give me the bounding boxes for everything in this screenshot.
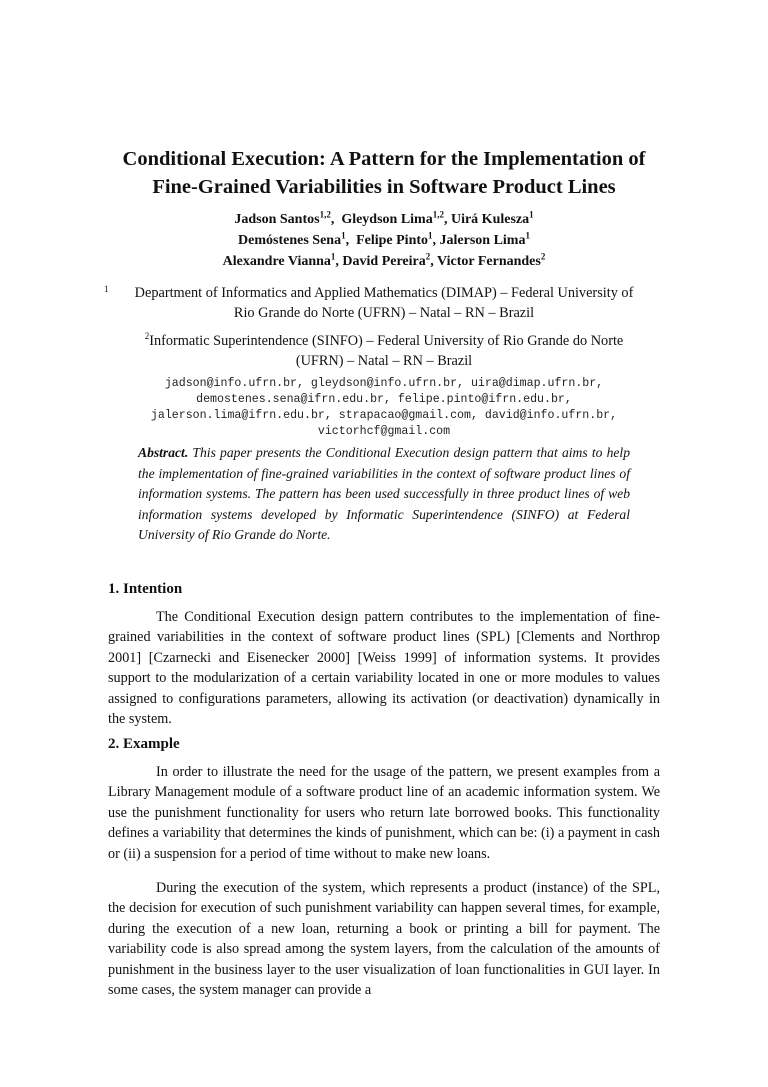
affiliation-1 [104,283,664,323]
intention-paragraph: The Conditional Execution design pattern contributes to the implementation of fine-grained variabilities in the context of software product lines (SPL) [Clements and Northrop 2001] [Czarnecki and Eisenecker 2000] [Weiss 1999] of information systems. It provides support to the modularization of a certain variability located in one or more modules to values assigned to configurations parameters, allowing its activation (or deactivation) dynamically in the system. [108,609,660,728]
author-affil-mark: 2 [425,251,431,262]
email-line: demostenes.sena@ifrn.edu.br, felipe.pinto@ifrn.edu.br, [196,393,572,406]
example-paragraph-1: In order to illustrate the need for the usage of the pattern, we present examples from a Library Management module of a software product line of an academic information system. We use the punishment functionality for users who return late borrowed books. This functionality defines a variability that determines the kinds of punishment, which can be: (i) a payment in cash or (ii) a suspension for a period of time without to make new loans. [108,764,660,862]
affiliation-2-line-2: (UFRN) – Natal – RN – Brazil [295,353,473,369]
author-name: Gleydson Lima [341,212,433,227]
author-affil-mark: 1 [428,230,433,241]
author-name: Uirá Kulesza [450,212,530,227]
affiliation-1-mark: 1 [104,284,109,294]
author-list [60,209,708,272]
paper-title [60,145,708,201]
author-affil-mark: 1,2 [319,209,331,220]
email-line: victorhcf@gmail.com [317,425,451,438]
email-line: jalerson.lima@ifrn.edu.br, strapacao@gmail.com, david@info.ufrn.br, [150,409,618,422]
section-heading-intention: 1. Intention [108,581,183,597]
author-name: Alexandre Vianna [222,254,331,269]
author-name: Jalerson Lima [439,233,526,248]
email-line: jadson@info.ufrn.br, gleydson@info.ufrn.br, uira@dimap.ufrn.br, [164,377,604,390]
affiliation-1-line-1: Department of Informatics and Applied Mathematics (DIMAP) – Federal University of [134,285,634,301]
authors-line-1: Jadson Santos$^{1,2}$, Gleydson Lima$^{1,2}$, Uirá Kulesza$^1$ [234,209,534,227]
authors-line-3: Alexandre Vianna$^1$, David Pereira$^2$, Victor Fernandes$^2$ [222,251,546,269]
affiliation-2 [100,331,668,371]
author-affil-mark: 1 [525,230,530,241]
section-heading-example: 2. Example [108,736,180,752]
author-name: Victor Fernandes [437,254,541,269]
author-name: Jadson Santos [234,212,320,227]
author-affil-mark: 1 [330,251,336,262]
author-name: Demóstenes Sena [238,233,342,248]
abstract [138,443,630,546]
author-affil-mark: 1,2 [432,209,444,220]
email-list [90,376,678,440]
author-affil-mark: 1 [529,209,534,220]
affiliation-1-line-2: Rio Grande do Norte (UFRN) – Natal – RN – Brazil [233,305,535,321]
author-affil-mark: 1 [341,230,346,241]
abstract-text: This paper presents the Conditional Execution design pattern that aims to help the implementation of fine-grained variabilities in the context of software product lines of information systems. The pattern has been used successfully in three product lines of web information systems developed by Informatic Superintendence (SINFO) at Federal University of Rio Grande do Norte. [138,445,630,543]
author-affil-mark: 2 [540,251,546,262]
abstract-label: Abstract. [138,445,189,460]
authors-line-2: Demóstenes Sena$^1$, Felipe Pinto$^1$, Jalerson Lima$^1$ [238,230,530,248]
affiliation-2-line-1: $^2$Informatic Superintendence (SINFO) – Federal University of Rio Grande do Norte [144,331,624,349]
author-name: Felipe Pinto [356,233,429,248]
affiliation-2-mark: 2 [144,331,150,342]
title-line-2: Fine-Grained Variabilities in Software Product Lines [152,176,616,198]
example-paragraph-2: During the execution of the system, which represents a product (instance) of the SPL, the decision for execution of such punishment variability can happen several times, for example, during the execution of a new loan, returning a book or printing a bill for payment. The variability code is also spread among the system layers, from the calculation of the amounts of punishment in the business layer to the user visualization of loan functionalities in GUI layer. In some cases, the system manager can provide a [108,880,660,999]
title-line-1: Conditional Execution: A Pattern for the Implementation of [122,148,646,170]
author-name: David Pereira [342,254,426,269]
